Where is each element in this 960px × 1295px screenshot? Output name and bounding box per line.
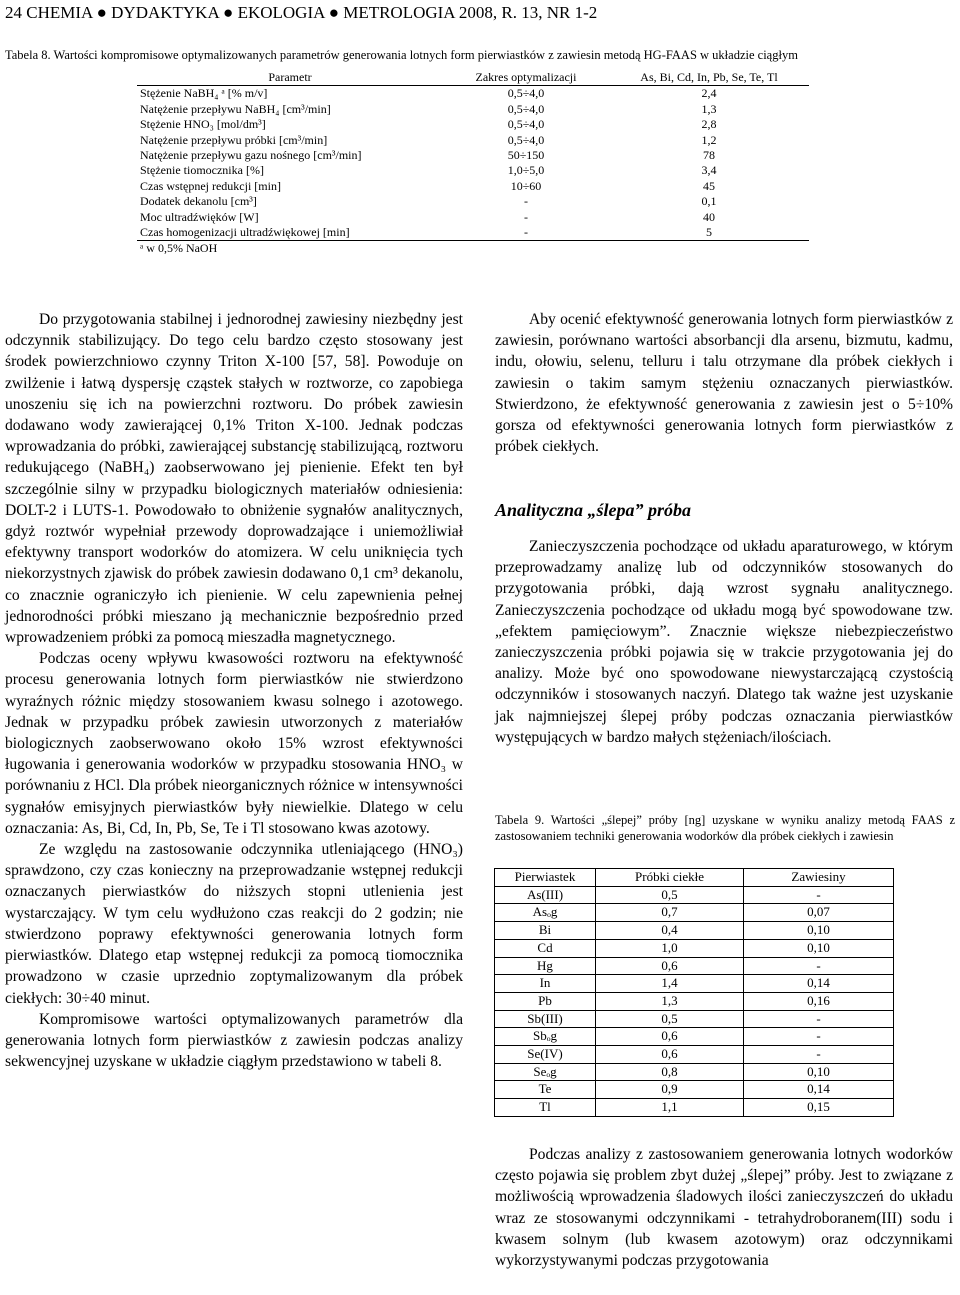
table-9-row-cell: - xyxy=(744,957,894,975)
table-9-row-cell: 0,6 xyxy=(596,1046,744,1064)
table-8-row-cell: 0,5÷4,0 xyxy=(507,86,545,101)
table-9-row-cell: Bi xyxy=(495,922,596,940)
table-8-row xyxy=(137,163,809,178)
table-9-row-cell: Sbₒg xyxy=(495,1028,596,1046)
table-8-row xyxy=(137,148,809,163)
table-9-row-cell: 0,14 xyxy=(744,975,894,993)
right-column-top xyxy=(495,309,953,457)
table-9-row xyxy=(495,1099,894,1117)
table-8-footnote: ᵃ w 0,5% NaOH xyxy=(140,241,218,256)
table-8-row xyxy=(137,225,809,241)
table-9-row-cell: 0,9 xyxy=(596,1081,744,1099)
table-8-row-cell: 1,0÷5,0 xyxy=(507,163,545,178)
table-8-row-cell: 0,1 xyxy=(701,194,717,209)
table-9-row-cell: Asₒg xyxy=(495,904,596,922)
table-9-row-cell: 0,7 xyxy=(596,904,744,922)
table-9-row-cell: 1,3 xyxy=(596,992,744,1010)
table-9-row-cell: 1,1 xyxy=(596,1099,744,1117)
table-8-row-cell: 50÷150 xyxy=(507,148,545,163)
table-9-header-cell: Pierwiastek xyxy=(495,869,596,887)
table-8-row-cell: Moc ultradźwięków [W] xyxy=(140,209,259,224)
table-8-row-cell: 5 xyxy=(609,225,809,241)
paragraph: Do przygotowania stabilnej i jednorodnej zawiesiny niezbędny jest odczynnik stabilizujący. Do tego celu bardzo często stosowany jest środek powierzchniowo czynny Triton X-100 [57, 58]. Powoduje on zwilżenie i łatwą dyspersję cząstek stałych w roztworze, co zapobiega unoszeniu się ich na powierzchni roztworu. Do próbek zawiesin dodawano wody zawierającej 0,1% Triton X-100. Jednak podczas wprowadzania do próbki, zawierającej substancję stabilizującą, roztworu redukującego (NaBH₄) zaobserwowano jej pienienie. Efekt ten był szczególnie silny w przypadku biologicznych materiałów odniesienia: DOLT-2 i LUTS-1. Powodowało to obniżenie sygnałów analitycznych, gdyż roztwór wypełniał przewody doprowadzające i uniemożliwiał efektywny transport wodorków do atomizera. W celu uniknięcia tych niekorzystnych zjawisk do próbek zawiesin dodawano 0,1 cm³ dekanolu, co znacznie ograniczyło ich pienienie. W celu zapewnienia pełnej jednorodności próbki mieszano ją mechanicznie bezpośrednio przed wprowadzeniem próbki za pomocą mieszadła magnetycznego. xyxy=(5,311,463,647)
table-9-row xyxy=(495,922,894,940)
table-8-row xyxy=(137,133,809,148)
paragraph: Aby ocenić efektywność generowania lotnych form pierwiastków z zawiesin, porównano wartości absorbancji dla arsenu, bizmutu, kadmu, indu, ołowiu, selenu, telluru i talu otrzymane dla próbek ciekłych i zawiesin o takim samym stężeniu oznaczanych pierwiastków. Stwierdzono, że efektywność generowania z zawiesin jest o 5÷10% gorsza od efektywności generowania lotnych form pierwiastków z próbek ciekłych. xyxy=(495,311,953,456)
table-9-row-cell: - xyxy=(744,886,894,904)
table-8-header-row xyxy=(137,70,809,86)
table-9-row-cell: 0,4 xyxy=(596,922,744,940)
table-9-row xyxy=(495,1046,894,1064)
table-9-row-cell: 0,07 xyxy=(744,904,894,922)
table-9-row xyxy=(495,904,894,922)
table-8-row xyxy=(137,210,809,225)
table-8-row-cell: 1,2 xyxy=(701,132,717,147)
table-9-row-cell: 1,4 xyxy=(596,975,744,993)
left-column xyxy=(5,309,463,1072)
right-column-middle xyxy=(495,536,953,748)
table-9-row-cell: Cd xyxy=(495,939,596,957)
table-9-row-cell: 0,10 xyxy=(744,939,894,957)
table-9-row-cell: 0,5 xyxy=(596,1010,744,1028)
table-9-row-cell: Sb(III) xyxy=(495,1010,596,1028)
table-9-row xyxy=(495,992,894,1010)
table-8-row-cell: Czas homogenizacji ultradźwiękowej [min] xyxy=(137,225,443,241)
table-8-row-cell: 0,5÷4,0 xyxy=(507,117,545,132)
table-9-caption: Tabela 9. Wartości „ślepej” próby [ng] uzyskane w wyniku analizy metodą FAAS z zastosowaniem techniki generowania wodorków dla próbek ciekłych i zawiesin xyxy=(495,813,955,843)
table-9-row-cell: 0,14 xyxy=(744,1081,894,1099)
table-9-row-cell: 1,0 xyxy=(596,939,744,957)
table-9-row xyxy=(495,1028,894,1046)
table-9-row-cell: 0,10 xyxy=(744,922,894,940)
table-9-row-cell: 0,15 xyxy=(744,1099,894,1117)
table-8-row-cell: - xyxy=(524,194,528,209)
paragraph: Kompromisowe wartości optymalizowanych parametrów dla generowania lotnych form pierwiastków z zawiesin podczas analizy sekwencyjnej uzyskane w układzie ciągłym przedstawiono w tabeli 8. xyxy=(5,1010,463,1071)
table-8-row xyxy=(137,194,809,209)
table-8-row-cell: Czas wstępnej redukcji [min] xyxy=(140,178,281,193)
table-8-row xyxy=(137,117,809,132)
table-8-row xyxy=(137,179,809,194)
table-8-row-cell: Dodatek dekanolu [cm³] xyxy=(140,194,257,209)
table-9-row xyxy=(495,939,894,957)
table-9-row-cell: Pb xyxy=(495,992,596,1010)
table-9-row-cell: Se(IV) xyxy=(495,1046,596,1064)
table-8-row xyxy=(137,102,809,117)
table-9-row-cell: 0,6 xyxy=(596,957,744,975)
table-8 xyxy=(137,70,809,257)
table-9-row-cell: Tl xyxy=(495,1099,596,1117)
table-9-row-cell: 0,10 xyxy=(744,1063,894,1081)
table-9-row xyxy=(495,1010,894,1028)
table-8-row xyxy=(137,86,809,102)
table-9-row-cell: Hg xyxy=(495,957,596,975)
table-9-header-cell: Próbki ciekłe xyxy=(596,869,744,887)
table-9-row-cell: As(III) xyxy=(495,886,596,904)
table-9-row-cell: Seₒg xyxy=(495,1063,596,1081)
table-8-row-cell: Stężenie NaBH₄ ᵃ [% m/v] xyxy=(140,86,268,101)
paragraph: Podczas analizy z zastosowaniem generowania lotnych wodorków często pojawia się problem zbyt dużej „ślepej” próby. Jest to związane z możliwością wprowadzenia śladowych ilości zanieczyszczeń do układu wraz ze stosowanymi odczynnikami - tetrahydroboranem(III) sodu i kwasem solnym (lub kwasem azotowym) oraz odczynnikami wykorzystywanymi podczas przygotowania xyxy=(495,1146,953,1270)
paragraph: Zanieczyszczenia pochodzące od układu aparaturowego, w którym przeprowadzamy analizę lub od odczynników stosowanych do przygotowania próbki, dają wzrost sygnału analitycznego. Zanieczyszczenia pochodzące od układu mogą być spowodowane tzw. „efektem pamięciowym”. Znacznie większe niebezpieczeństwo zanieczyszczenia próbki pojawia się w trakcie przygotowania jej do analizy. Może być ono spowodowane niewystarczającą czystością odczynników i stosowanych naczyń. Dlatego tak ważne jest uzyskanie jak najmniejszej ślepej próby podczas oznaczania pierwiastków występujących w bardzo małych stężeniach/ilościach. xyxy=(495,538,953,746)
running-header: 24 CHEMIA ● DYDAKTYKA ● EKOLOGIA ● METROLOGIA 2008, R. 13, NR 1-2 xyxy=(5,3,598,22)
table-9-row xyxy=(495,886,894,904)
table-8-row-cell: - xyxy=(443,225,609,241)
table-8-row-cell: 0,5÷4,0 xyxy=(507,132,545,147)
table-9-row-cell: - xyxy=(744,1010,894,1028)
table-8-row-cell: Stężenie tiomocznika [%] xyxy=(140,163,264,178)
table-8-row-cell: 45 xyxy=(703,178,715,193)
table-8-row-cell: 3,4 xyxy=(701,163,717,178)
table-9-header-cell: Zawiesiny xyxy=(744,869,894,887)
table-8-header-cell: Zakres optymalizacji xyxy=(443,70,609,86)
table-9-row xyxy=(495,957,894,975)
table-8-row-cell: Natężenie przepływu gazu nośnego [cm³/min] xyxy=(140,148,362,163)
paragraph: Podczas oceny wpływu kwasowości roztworu na efektywność procesu generowania lotnych form pierwiastków nie stwierdzono wyraźnych różnic między stosowaniem kwasu solnego i azotowego. Jednak w przypadku próbek zawiesin utworzonych z materiałów biologicznych zaobserwowano około 15% wzrost efektywności ługowania i generowania wodorków w przypadku stosowania HNO₃ w porównaniu z HCl. Dla próbek nieorganicznych różnice w intensywności sygnałów emisyjnych pierwiastków były niewielkie. Dlatego w celu oznaczania: As, Bi, Cd, In, Pb, Se, Te i Tl stosowano kwas azotowy. xyxy=(5,650,463,837)
table-8-row-cell: 10÷60 xyxy=(510,178,542,193)
section-heading: Analityczna „ślepa” próba xyxy=(495,500,692,520)
table-9-row-cell: 0,16 xyxy=(744,992,894,1010)
table-8-header-cell: Parametr xyxy=(137,70,443,86)
table-9-row xyxy=(495,975,894,993)
table-8-row-cell: - xyxy=(524,209,528,224)
table-8-row-cell: 40 xyxy=(703,209,715,224)
table-8-row-cell: 78 xyxy=(703,148,715,163)
table-8-caption: Tabela 8. Wartości kompromisowe optymalizowanych parametrów generowania lotnych form pierwiastków z zawiesin metodą HG-FAAS w układzie ciągłym xyxy=(5,48,798,62)
table-8-row-cell: 2,8 xyxy=(701,117,717,132)
table-9-row-cell: 0,6 xyxy=(596,1028,744,1046)
table-8-row-cell: Natężenie przepływu próbki [cm³/min] xyxy=(140,132,328,147)
right-column-bottom xyxy=(495,1144,953,1271)
table-9-row-cell: In xyxy=(495,975,596,993)
table-9-row xyxy=(495,1063,894,1081)
table-8-header-cell: As, Bi, Cd, In, Pb, Se, Te, Tl xyxy=(609,70,809,86)
table-9-row-cell: 0,5 xyxy=(596,886,744,904)
table-9-header-row xyxy=(495,869,894,887)
table-8-row-cell: Natężenie przepływu NaBH₄ [cm³/min] xyxy=(140,101,331,116)
table-9 xyxy=(494,868,894,1117)
table-8-row-cell: 1,3 xyxy=(701,101,717,116)
table-9-row-cell: 0,8 xyxy=(596,1063,744,1081)
table-9-row xyxy=(495,1081,894,1099)
table-8-row-cell: 2,4 xyxy=(701,86,717,101)
table-8-row-cell: 0,5÷4,0 xyxy=(507,101,545,116)
paragraph: Ze względu na zastosowanie odczynnika utleniającego (HNO₃) sprawdzono, czy czas konieczny na przeprowadzanie wstępnej redukcji oznaczanych pierwiastków do niższych stopni utlenienia jest wystarczający. W tym celu wydłużono czas reakcji do 2 godzin; nie stwierdzono poprawy efektywności generowania lotnych form pierwiastków. Dlatego etap wstępnej redukcji za pomocą tiomocznika prowadzono w czasie uprzednio zoptymalizowanym dla próbek ciekłych: 30÷40 minut. xyxy=(5,841,463,1007)
table-9-row-cell: - xyxy=(744,1028,894,1046)
table-8-row-cell: Stężenie HNO₃ [mol/dm³] xyxy=(140,117,266,132)
table-9-row-cell: - xyxy=(744,1046,894,1064)
table-9-row-cell: Te xyxy=(495,1081,596,1099)
